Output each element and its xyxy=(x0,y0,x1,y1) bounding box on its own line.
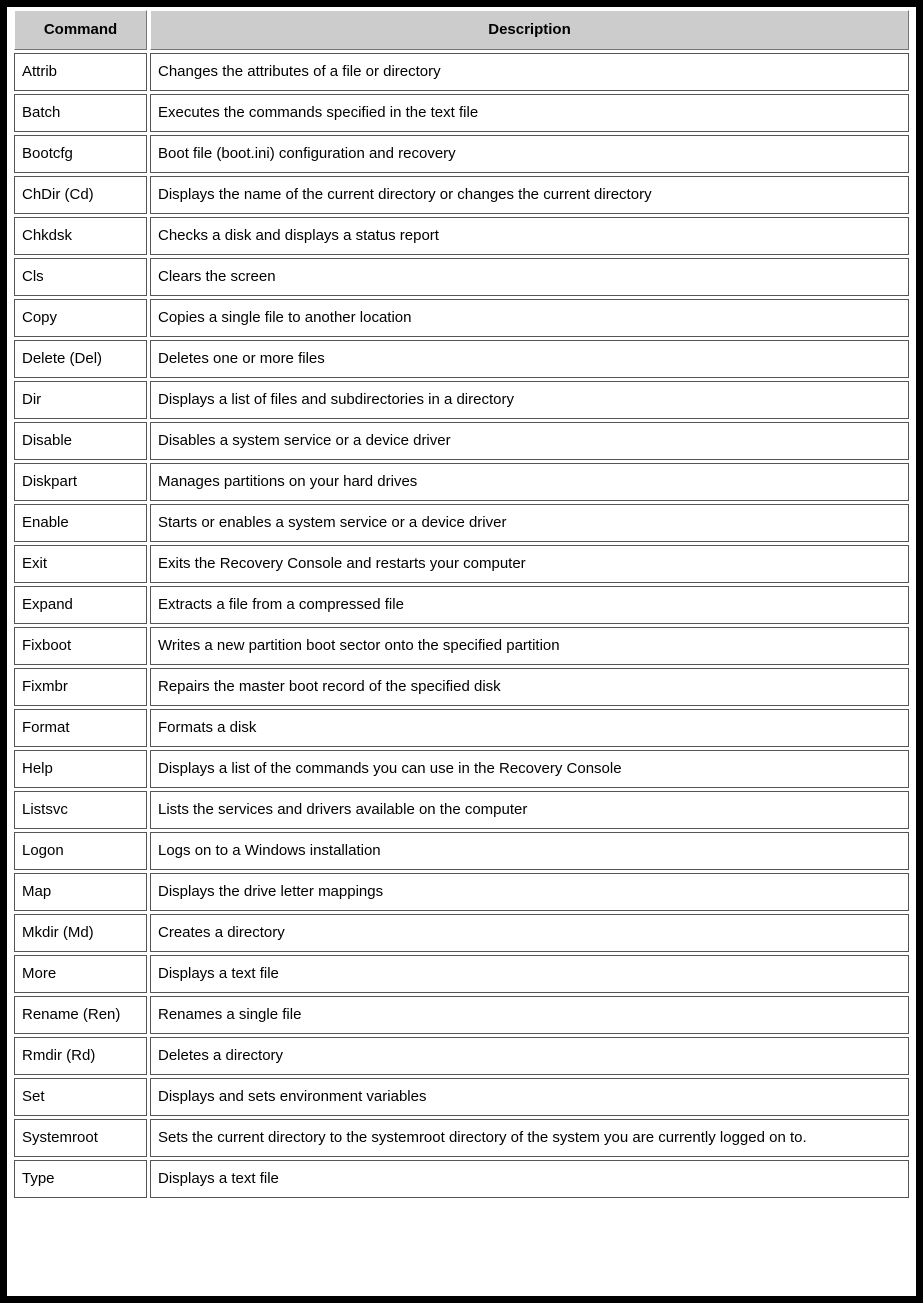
cell-description: Lists the services and drivers available on the computer xyxy=(150,791,909,829)
cell-command: Diskpart xyxy=(14,463,147,501)
table-row xyxy=(14,340,909,378)
cell-command: Listsvc xyxy=(14,791,147,829)
cell-description: Displays the name of the current directory or changes the current directory xyxy=(150,176,909,214)
cell-command: Dir xyxy=(14,381,147,419)
cell-command: Systemroot xyxy=(14,1119,147,1157)
cell-command: Set xyxy=(14,1078,147,1116)
cell-command: Cls xyxy=(14,258,147,296)
table-row xyxy=(14,217,909,255)
cell-command: Type xyxy=(14,1160,147,1198)
cell-command: Chkdsk xyxy=(14,217,147,255)
cell-command: Logon xyxy=(14,832,147,870)
table-row xyxy=(14,545,909,583)
cell-description: Clears the screen xyxy=(150,258,909,296)
column-header-description: Description xyxy=(150,10,909,50)
table-row xyxy=(14,1119,909,1157)
table-row xyxy=(14,381,909,419)
cell-description: Displays the drive letter mappings xyxy=(150,873,909,911)
table-row xyxy=(14,1160,909,1198)
cell-description: Displays a list of files and subdirectories in a directory xyxy=(150,381,909,419)
cell-description: Disables a system service or a device driver xyxy=(150,422,909,460)
table-row xyxy=(14,832,909,870)
recovery-console-commands-table xyxy=(11,7,912,1201)
table-row xyxy=(14,1078,909,1116)
table-header-row xyxy=(14,10,909,50)
cell-command: ChDir (Cd) xyxy=(14,176,147,214)
table-row xyxy=(14,422,909,460)
table-body xyxy=(14,53,909,1198)
cell-command: Exit xyxy=(14,545,147,583)
cell-command: More xyxy=(14,955,147,993)
table-row xyxy=(14,750,909,788)
table-row xyxy=(14,791,909,829)
cell-description: Displays a text file xyxy=(150,1160,909,1198)
table-row xyxy=(14,996,909,1034)
cell-description: Writes a new partition boot sector onto the specified partition xyxy=(150,627,909,665)
cell-command: Map xyxy=(14,873,147,911)
cell-description: Sets the current directory to the systemroot directory of the system you are currently logged on to. xyxy=(150,1119,909,1157)
table-row xyxy=(14,873,909,911)
cell-description: Extracts a file from a compressed file xyxy=(150,586,909,624)
table-row xyxy=(14,504,909,542)
cell-description: Repairs the master boot record of the specified disk xyxy=(150,668,909,706)
cell-command: Disable xyxy=(14,422,147,460)
cell-description: Boot file (boot.ini) configuration and recovery xyxy=(150,135,909,173)
table-row xyxy=(14,586,909,624)
table-row xyxy=(14,914,909,952)
table-row xyxy=(14,258,909,296)
cell-command: Help xyxy=(14,750,147,788)
table-row xyxy=(14,463,909,501)
cell-command: Delete (Del) xyxy=(14,340,147,378)
table-row xyxy=(14,709,909,747)
table-row xyxy=(14,1037,909,1075)
cell-description: Formats a disk xyxy=(150,709,909,747)
table-row xyxy=(14,627,909,665)
cell-command: Mkdir (Md) xyxy=(14,914,147,952)
table-row xyxy=(14,94,909,132)
cell-command: Fixmbr xyxy=(14,668,147,706)
cell-description: Displays and sets environment variables xyxy=(150,1078,909,1116)
cell-command: Expand xyxy=(14,586,147,624)
table-row xyxy=(14,176,909,214)
cell-command: Copy xyxy=(14,299,147,337)
cell-command: Rmdir (Rd) xyxy=(14,1037,147,1075)
table-row xyxy=(14,668,909,706)
table-row xyxy=(14,955,909,993)
cell-command: Fixboot xyxy=(14,627,147,665)
cell-description: Executes the commands specified in the text file xyxy=(150,94,909,132)
cell-description: Changes the attributes of a file or directory xyxy=(150,53,909,91)
cell-description: Deletes a directory xyxy=(150,1037,909,1075)
cell-description: Deletes one or more files xyxy=(150,340,909,378)
table-row xyxy=(14,53,909,91)
cell-description: Starts or enables a system service or a device driver xyxy=(150,504,909,542)
column-header-command: Command xyxy=(14,10,147,50)
cell-command: Batch xyxy=(14,94,147,132)
table-row xyxy=(14,299,909,337)
table-header xyxy=(14,10,909,50)
cell-command: Format xyxy=(14,709,147,747)
cell-command: Enable xyxy=(14,504,147,542)
cell-description: Exits the Recovery Console and restarts your computer xyxy=(150,545,909,583)
cell-description: Displays a text file xyxy=(150,955,909,993)
cell-description: Copies a single file to another location xyxy=(150,299,909,337)
cell-description: Checks a disk and displays a status report xyxy=(150,217,909,255)
cell-command: Bootcfg xyxy=(14,135,147,173)
cell-description: Renames a single file xyxy=(150,996,909,1034)
cell-command: Attrib xyxy=(14,53,147,91)
table-row xyxy=(14,135,909,173)
cell-description: Manages partitions on your hard drives xyxy=(150,463,909,501)
table-container xyxy=(11,7,912,1292)
cell-description: Logs on to a Windows installation xyxy=(150,832,909,870)
cell-description: Creates a directory xyxy=(150,914,909,952)
cell-command: Rename (Ren) xyxy=(14,996,147,1034)
cell-description: Displays a list of the commands you can use in the Recovery Console xyxy=(150,750,909,788)
